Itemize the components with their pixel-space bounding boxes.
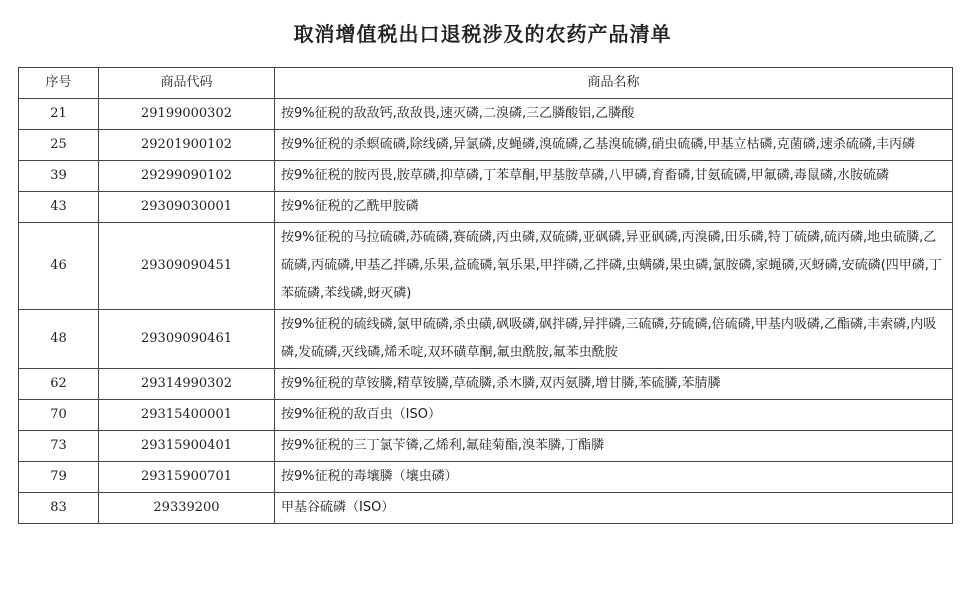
- table-row: [19, 99, 953, 130]
- page-title: 取消增值税出口退税涉及的农药产品清单: [293, 22, 672, 46]
- table-row: [19, 223, 953, 310]
- product-name-cell: 按9%征税的乙酰甲胺磷: [275, 192, 953, 223]
- table-row: [19, 192, 953, 223]
- serial-number-cell: 73: [19, 431, 99, 462]
- table-header-row: [19, 68, 953, 99]
- product-name-cell: 按9%征税的三丁氯苄𬭸,乙烯利,氟硅菊酯,溴苯膦,丁酯膦: [275, 431, 953, 462]
- product-code-cell: 29315900401: [99, 431, 275, 462]
- product-code-cell: 29309090461: [99, 310, 275, 369]
- product-name-cell: 按9%征税的杀螟硫磷,除线磷,异氯磷,皮蝇磷,溴硫磷,乙基溴硫磷,硝虫硫磷,甲基立枯磷,克菌磷,速杀硫磷,丰丙磷: [275, 130, 953, 161]
- product-name-cell: 按9%征税的敌百虫（ISO）: [275, 400, 953, 431]
- table-row: [19, 462, 953, 493]
- table-row: [19, 130, 953, 161]
- table-row: [19, 493, 953, 524]
- table-row: [19, 310, 953, 369]
- header-serial-number: 序号: [19, 68, 99, 99]
- serial-number-cell: 46: [19, 223, 99, 310]
- serial-number-cell: 79: [19, 462, 99, 493]
- table-row: [19, 161, 953, 192]
- table-row: [19, 369, 953, 400]
- product-code-cell: 29339200: [99, 493, 275, 524]
- product-name-cell: 按9%征税的胺丙畏,胺草磷,抑草磷,丁苯草酮,甲基胺草磷,八甲磷,育畜磷,甘氨硫磷,甲氟磷,毒鼠磷,水胺硫磷: [275, 161, 953, 192]
- serial-number-cell: 21: [19, 99, 99, 130]
- serial-number-cell: 70: [19, 400, 99, 431]
- product-code-cell: 29315400001: [99, 400, 275, 431]
- product-code-cell: 29199000302: [99, 99, 275, 130]
- serial-number-cell: 83: [19, 493, 99, 524]
- product-name-cell: 按9%征税的敌敌钙,敌敌畏,速灭磷,二溴磷,三乙膦酸铝,乙膦酸: [275, 99, 953, 130]
- product-name-cell: 甲基谷硫磷（ISO）: [275, 493, 953, 524]
- header-product-code: 商品代码: [99, 68, 275, 99]
- serial-number-cell: 62: [19, 369, 99, 400]
- product-name-cell: 按9%征税的硫线磷,氯甲硫磷,杀虫磺,砜吸磷,砜拌磷,异拌磷,三硫磷,芬硫磷,倍硫磷,甲基内吸磷,乙酯磷,丰索磷,内吸磷,发硫磷,灭线磷,烯禾啶,双环磺草酮,氟虫酰胺,氟苯虫酰胺: [275, 310, 953, 369]
- product-code-cell: 29299090102: [99, 161, 275, 192]
- table-row: [19, 431, 953, 462]
- product-code-cell: 29309030001: [99, 192, 275, 223]
- product-code-cell: 29309090451: [99, 223, 275, 310]
- product-code-cell: 29314990302: [99, 369, 275, 400]
- product-name-cell: 按9%征税的毒壤膦（壤虫磷）: [275, 462, 953, 493]
- table-row: [19, 400, 953, 431]
- product-code-cell: 29201900102: [99, 130, 275, 161]
- product-table: [18, 67, 953, 524]
- serial-number-cell: 43: [19, 192, 99, 223]
- product-code-cell: 29315900701: [99, 462, 275, 493]
- serial-number-cell: 25: [19, 130, 99, 161]
- product-name-cell: 按9%征税的草铵膦,精草铵膦,草硫膦,杀木膦,双丙氨膦,增甘膦,苯硫膦,苯腈膦: [275, 369, 953, 400]
- header-product-name: 商品名称: [275, 68, 953, 99]
- serial-number-cell: 48: [19, 310, 99, 369]
- product-name-cell: 按9%征税的马拉硫磷,苏硫磷,赛硫磷,丙虫磷,双硫磷,亚砜磷,异亚砜磷,丙溴磷,田乐磷,特丁硫磷,硫丙磷,地虫硫膦,乙硫磷,丙硫磷,甲基乙拌磷,乐果,益硫磷,氧乐果,甲拌磷,乙拌磷,虫螨磷,果虫磷,氯胺磷,家蝇磷,灭蚜磷,安硫磷(四甲磷,丁苯硫磷,苯线磷,蚜灭磷): [275, 223, 953, 310]
- serial-number-cell: 39: [19, 161, 99, 192]
